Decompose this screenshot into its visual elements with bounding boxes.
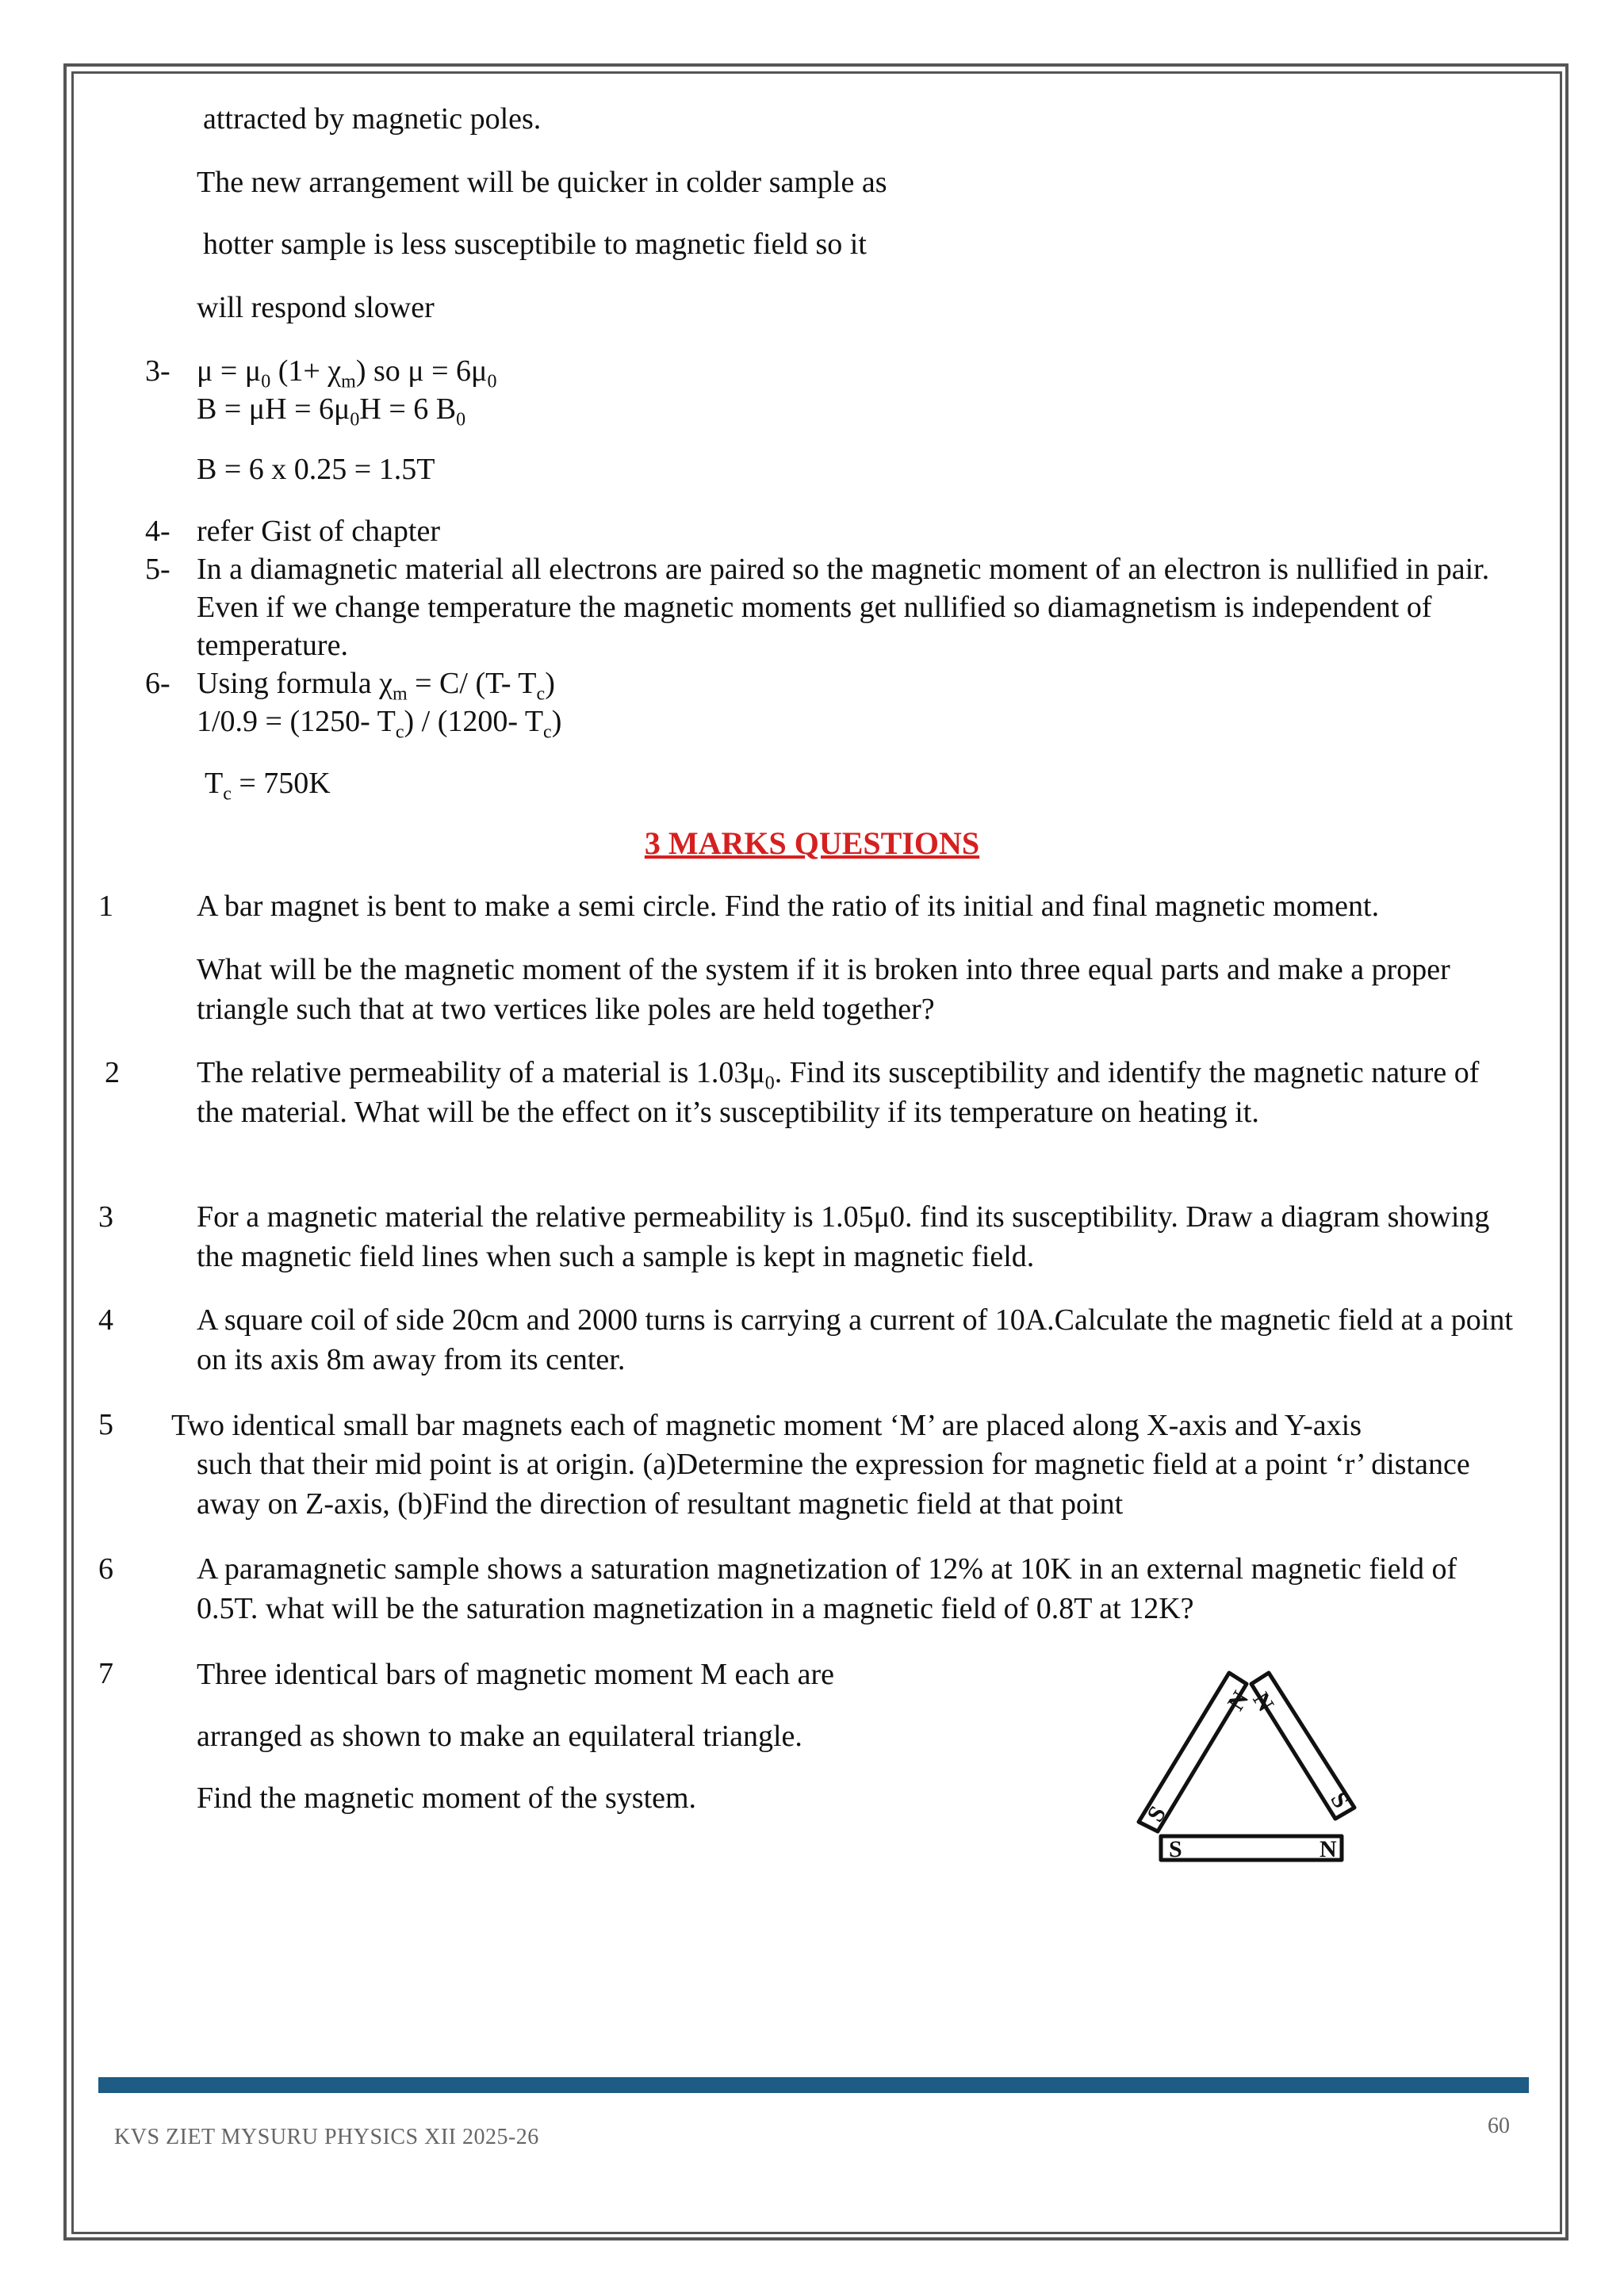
question-7-line-3: Find the magnetic moment of the system. [197,1781,697,1815]
question-1-text: A bar magnet is bent to make a semi circle. Find the ratio of its initial and final magnetic moment. [197,890,1380,923]
question-7-number: 7 [98,1657,113,1690]
question-2-number: 2 [105,1056,120,1089]
question-5-first-line: Two identical small bar magnets each of magnetic moment ‘M’ are placed along X-axis and Y-axis [171,1409,1362,1442]
question-2-text: The relative permeability of a material is $1.03\mu_0$. Find its susceptibility and identify the magnetic nature of the material. What will be the effect on it’s susceptibility if its temperature on heating it. [197,1056,1480,1129]
question-7-line-2: arranged as shown to make an equilateral triangle. [197,1720,802,1753]
answer-3-result: B = 6 x 0.25 = 1.5T [197,453,435,486]
section-heading: 3 MARKS QUESTIONS [644,825,980,861]
footer-bar [98,2077,1529,2093]
carryover-line-2: The new arrangement will be quicker in colder sample as [197,166,887,199]
answer-6-result: $T_c = 750K$ [205,767,331,805]
answer-4-text: refer Gist of chapter [197,515,441,548]
question-5-number: 5 [98,1408,113,1441]
bottom-bar-south-label: S [1169,1836,1182,1862]
bottom-bar-north-label: N [1320,1836,1337,1862]
question-3-text: For a magnetic material the relative permeability is 1.05μ0. find its susceptibility. Draw a diagram showing the magnetic field lines when such a sample is kept in magnetic field. [197,1200,1490,1273]
left-bar-south-label: S [1142,1801,1172,1827]
answer-3-label: 3- [145,354,170,388]
answer-6-equation: 1/0.9 = (1250- $T_c) / (1200-$ $T_c$) [197,705,562,743]
carryover-line-3: hotter sample is less susceptibile to magnetic field so it [203,228,867,261]
answer-4-label: 4- [145,515,170,548]
answer-5-text: In a diamagnetic material all electrons are paired so the magnetic moment of an electron is nullified in pair. Even if we change temperature the magnetic moments get nullified so diamagnetism is independent of temperature. [197,553,1490,662]
bottom-bar-magnet [1161,1836,1342,1860]
right-bar-north-label: N [1247,1687,1279,1716]
answer-3-formula-2: $B = \mu H = 6\mu_0H = 6$ $B_0$ [197,392,466,430]
question-6-text: A paramagnetic sample shows a saturation magnetization of 12% at 10K in an external magnetic field of 0.5T. what will be the saturation magnetization in a magnetic field of 0.8T at 12K? [197,1552,1457,1625]
answer-6-label: 6- [145,667,170,700]
right-bar-south-label: S [1325,1787,1355,1813]
question-3-number: 3 [98,1200,113,1234]
answer-5-label: 5- [145,553,170,586]
question-6-number: 6 [98,1552,113,1586]
answer-6-formula: Using formula $\chi_m = C/$ (T- $T_c$) [197,667,555,705]
question-7-line-1: Three identical bars of magnetic moment M each are [197,1658,834,1691]
left-bar-north-label: N [1222,1686,1254,1716]
page-number: 60 [1488,2114,1510,2138]
question-5-text: such that their mid point is at origin. (a)Determine the expression for magnetic field at a point ‘r’ distance away on Z-axis, (b)Find the direction of resultant magnetic field at that point [197,1448,1470,1521]
footer-text: KVS ZIET MYSURU PHYSICS XII 2025-26 [114,2125,539,2149]
carryover-line-1: attracted by magnetic poles. [203,102,542,136]
magnet-triangle-diagram [1126,1657,1404,1887]
carryover-line-4: will respond slower [197,291,435,324]
question-1-followup: What will be the magnetic moment of the system if it is broken into three equal parts and make a proper triangle such that at two vertices like poles are held together? [197,953,1450,1026]
question-1-number: 1 [98,890,113,923]
question-4-number: 4 [98,1303,113,1337]
question-4-text: A square coil of side 20cm and 2000 turns is carrying a current of 10A.Calculate the magnetic field at a point on its axis 8m away from its center. [197,1303,1513,1376]
answer-3-formula-1: $\mu = \mu_0$ $(1+ \chi_m)$ so $\mu = 6\mu_0$ [197,354,497,392]
